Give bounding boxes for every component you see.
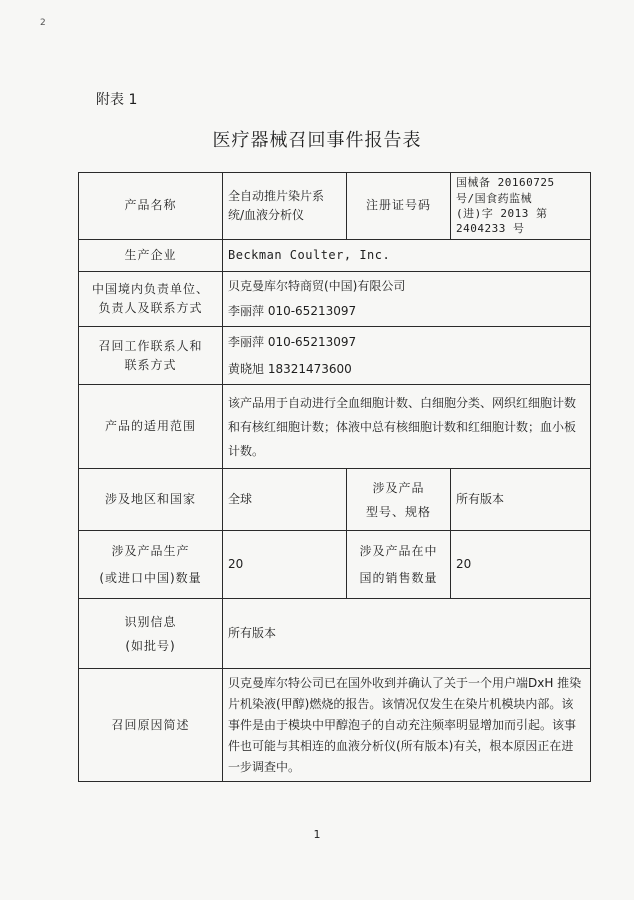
reg-number-label: 注册证号码 — [347, 173, 451, 240]
domestic-sales-label: 涉及产品在中 国的销售数量 — [347, 531, 451, 599]
recall-reason-label: 召回原因简述 — [79, 669, 223, 782]
model-spec-label: 涉及产品 型号、规格 — [347, 469, 451, 531]
recall-reason-value: 贝克曼库尔特公司已在国外收到并确认了关于一个用户端DxH 推染片机染液(甲醇)燃烧的报告。该情况仅发生在染片机模块内部。该事件是由于模块中甲醇泡子的自动充注频率明显增加而引起。该事件也可能与其相连的血液分析仪(所有版本)有关，根本原因正在进一步调查中。 — [223, 669, 591, 782]
row-quantity — [79, 531, 591, 599]
page-header: 附表 1 — [96, 92, 138, 108]
document-title: 医疗器械召回事件报告表 — [212, 130, 422, 151]
recall-contact-label: 召回工作联系人和 联系方式 — [79, 327, 223, 385]
produced-qty-value: 20 — [223, 531, 347, 599]
manufacturer-value: Beckman Coulter, Inc. — [223, 240, 591, 272]
domestic-sales-value: 20 — [451, 531, 591, 599]
product-name-value: 全自动推片染片系 统/血液分析仪 — [223, 173, 347, 240]
produced-qty-label: 涉及产品生产 (或进口中国)数量 — [79, 531, 223, 599]
manufacturer-label: 生产企业 — [79, 240, 223, 272]
row-identification — [79, 599, 591, 669]
row-china-rep — [79, 272, 591, 327]
row-product-name — [79, 173, 591, 240]
recall-report-table — [78, 172, 591, 782]
scope-label: 产品的适用范围 — [79, 385, 223, 469]
row-recall-reason — [79, 669, 591, 782]
model-spec-value: 所有版本 — [451, 469, 591, 531]
identification-value: 所有版本 — [223, 599, 591, 669]
row-region — [79, 469, 591, 531]
corner-mark: 2 — [40, 18, 46, 28]
row-manufacturer — [79, 240, 591, 272]
region-label: 涉及地区和国家 — [79, 469, 223, 531]
row-recall-contact — [79, 327, 591, 385]
scope-value: 该产品用于自动进行全血细胞计数、白细胞分类、网织红细胞计数和有核红细胞计数；体液中总有核细胞计数和红细胞计数；血小板计数。 — [223, 385, 591, 469]
page-number: 1 — [313, 828, 321, 841]
recall-contact-value: 李丽萍 010-65213097 黄晓旭 18321473600 — [223, 327, 591, 385]
row-scope — [79, 385, 591, 469]
region-value: 全球 — [223, 469, 347, 531]
china-rep-value: 贝克曼库尔特商贸(中国)有限公司 李丽萍 010-65213097 — [223, 272, 591, 327]
china-rep-label: 中国境内负责单位、 负责人及联系方式 — [79, 272, 223, 327]
reg-number-value: 国械备 20160725 号/国食药监械 (进)字 2013 第 2404233 号 — [451, 173, 591, 240]
product-name-label: 产品名称 — [79, 173, 223, 240]
identification-label: 识别信息 (如批号) — [79, 599, 223, 669]
